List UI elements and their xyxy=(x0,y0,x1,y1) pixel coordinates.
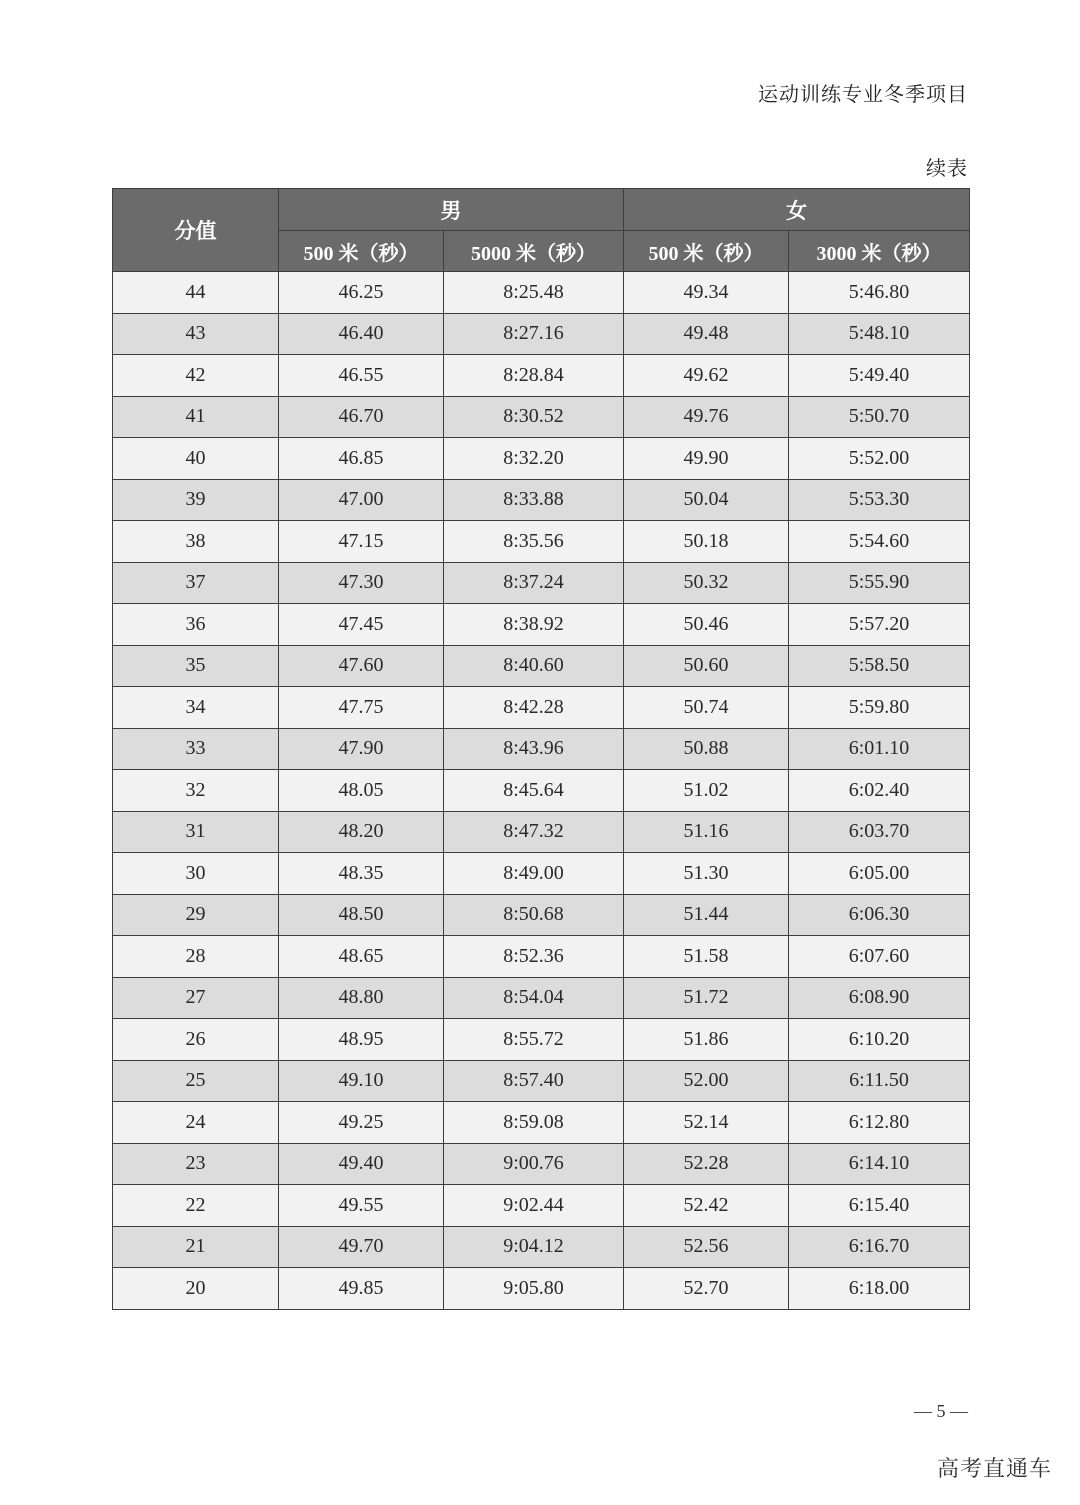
table-row xyxy=(113,1102,970,1144)
male-500m-cell: 47.30 xyxy=(279,562,444,604)
table-row xyxy=(113,977,970,1019)
score-cell: 33 xyxy=(113,728,279,770)
female-3000m-cell: 5:57.20 xyxy=(789,604,970,646)
table-row xyxy=(113,1226,970,1268)
female-500m-cell: 50.18 xyxy=(624,521,789,563)
male-500m-cell: 48.65 xyxy=(279,936,444,978)
male-5000m-cell: 8:27.16 xyxy=(444,313,624,355)
female-3000m-cell: 5:59.80 xyxy=(789,687,970,729)
male-500m-cell: 47.60 xyxy=(279,645,444,687)
male-group-header: 男 xyxy=(279,189,624,231)
continued-table-label: 续表 xyxy=(926,156,968,180)
male-5000m-cell: 8:32.20 xyxy=(444,438,624,480)
female-3000m-cell: 6:16.70 xyxy=(789,1226,970,1268)
female-500m-cell: 50.88 xyxy=(624,728,789,770)
male-500m-cell: 46.55 xyxy=(279,355,444,397)
score-cell: 43 xyxy=(113,313,279,355)
male-500m-cell: 48.80 xyxy=(279,977,444,1019)
female-3000m-cell: 5:50.70 xyxy=(789,396,970,438)
page-number: — 5 — xyxy=(914,1401,968,1421)
table-row xyxy=(113,355,970,397)
male-500m-cell: 48.95 xyxy=(279,1019,444,1061)
male-500m-cell: 49.40 xyxy=(279,1143,444,1185)
male-500m-cell: 47.15 xyxy=(279,521,444,563)
female-3000m-cell: 6:02.40 xyxy=(789,770,970,812)
female-3000m-cell: 6:01.10 xyxy=(789,728,970,770)
female-500m-cell: 50.74 xyxy=(624,687,789,729)
female-3000m-cell: 6:05.00 xyxy=(789,853,970,895)
female-500m-cell: 49.34 xyxy=(624,272,789,314)
score-cell: 27 xyxy=(113,977,279,1019)
male-5000m-cell: 9:02.44 xyxy=(444,1185,624,1227)
female-500m-cell: 51.44 xyxy=(624,894,789,936)
score-column-header: 分值 xyxy=(113,189,279,272)
score-cell: 40 xyxy=(113,438,279,480)
female-3000m-cell: 5:52.00 xyxy=(789,438,970,480)
female-3000m-cell: 6:11.50 xyxy=(789,1060,970,1102)
score-cell: 26 xyxy=(113,1019,279,1061)
male-500m-cell: 46.70 xyxy=(279,396,444,438)
male-500m-cell: 46.25 xyxy=(279,272,444,314)
table-row xyxy=(113,562,970,604)
table-row xyxy=(113,687,970,729)
female-500m-cell: 49.62 xyxy=(624,355,789,397)
female-3000m-cell: 6:07.60 xyxy=(789,936,970,978)
table-row xyxy=(113,604,970,646)
male-5000m-cell: 8:50.68 xyxy=(444,894,624,936)
table-row xyxy=(113,770,970,812)
table-row xyxy=(113,479,970,521)
score-cell: 35 xyxy=(113,645,279,687)
female-3000m-header: 3000 米（秒） xyxy=(789,231,970,272)
female-500m-cell: 52.70 xyxy=(624,1268,789,1310)
male-5000m-cell: 8:42.28 xyxy=(444,687,624,729)
table-row xyxy=(113,396,970,438)
female-500m-header: 500 米（秒） xyxy=(624,231,789,272)
table-row xyxy=(113,313,970,355)
female-500m-cell: 52.56 xyxy=(624,1226,789,1268)
score-cell: 32 xyxy=(113,770,279,812)
score-cell: 38 xyxy=(113,521,279,563)
table-row xyxy=(113,936,970,978)
female-3000m-cell: 6:03.70 xyxy=(789,811,970,853)
male-5000m-cell: 9:04.12 xyxy=(444,1226,624,1268)
male-5000m-cell: 8:49.00 xyxy=(444,853,624,895)
male-500m-cell: 47.45 xyxy=(279,604,444,646)
male-5000m-cell: 8:47.32 xyxy=(444,811,624,853)
female-500m-cell: 50.32 xyxy=(624,562,789,604)
table-row xyxy=(113,1143,970,1185)
score-cell: 31 xyxy=(113,811,279,853)
female-500m-cell: 52.28 xyxy=(624,1143,789,1185)
table-row xyxy=(113,1268,970,1310)
score-cell: 36 xyxy=(113,604,279,646)
score-cell: 21 xyxy=(113,1226,279,1268)
score-table xyxy=(112,188,970,1310)
female-3000m-cell: 6:08.90 xyxy=(789,977,970,1019)
female-500m-cell: 50.60 xyxy=(624,645,789,687)
female-3000m-cell: 6:12.80 xyxy=(789,1102,970,1144)
running-header: 运动训练专业冬季项目 xyxy=(758,82,968,106)
female-500m-cell: 49.76 xyxy=(624,396,789,438)
male-500m-cell: 48.20 xyxy=(279,811,444,853)
female-500m-cell: 52.00 xyxy=(624,1060,789,1102)
male-5000m-cell: 8:37.24 xyxy=(444,562,624,604)
table-body xyxy=(113,272,970,1310)
female-3000m-cell: 6:15.40 xyxy=(789,1185,970,1227)
male-500m-cell: 49.10 xyxy=(279,1060,444,1102)
female-500m-cell: 50.04 xyxy=(624,479,789,521)
male-500m-cell: 49.70 xyxy=(279,1226,444,1268)
table-row xyxy=(113,272,970,314)
male-5000m-cell: 8:33.88 xyxy=(444,479,624,521)
male-5000m-cell: 8:55.72 xyxy=(444,1019,624,1061)
female-3000m-cell: 6:18.00 xyxy=(789,1268,970,1310)
female-3000m-cell: 5:46.80 xyxy=(789,272,970,314)
female-3000m-cell: 6:06.30 xyxy=(789,894,970,936)
table-row xyxy=(113,438,970,480)
female-3000m-cell: 5:58.50 xyxy=(789,645,970,687)
table-row xyxy=(113,1185,970,1227)
female-3000m-cell: 5:48.10 xyxy=(789,313,970,355)
female-500m-cell: 49.48 xyxy=(624,313,789,355)
score-cell: 20 xyxy=(113,1268,279,1310)
female-500m-cell: 51.86 xyxy=(624,1019,789,1061)
female-500m-cell: 51.58 xyxy=(624,936,789,978)
table-row xyxy=(113,1060,970,1102)
female-500m-cell: 49.90 xyxy=(624,438,789,480)
male-5000m-cell: 8:52.36 xyxy=(444,936,624,978)
male-500m-cell: 49.55 xyxy=(279,1185,444,1227)
male-500m-cell: 46.85 xyxy=(279,438,444,480)
male-5000m-cell: 8:25.48 xyxy=(444,272,624,314)
score-cell: 42 xyxy=(113,355,279,397)
female-3000m-cell: 6:14.10 xyxy=(789,1143,970,1185)
male-5000m-cell: 8:35.56 xyxy=(444,521,624,563)
score-cell: 29 xyxy=(113,894,279,936)
female-group-header: 女 xyxy=(624,189,970,231)
male-500m-cell: 47.00 xyxy=(279,479,444,521)
table-row xyxy=(113,521,970,563)
score-cell: 39 xyxy=(113,479,279,521)
female-500m-cell: 51.72 xyxy=(624,977,789,1019)
female-500m-cell: 50.46 xyxy=(624,604,789,646)
table-row xyxy=(113,811,970,853)
male-5000m-cell: 8:43.96 xyxy=(444,728,624,770)
female-500m-cell: 51.30 xyxy=(624,853,789,895)
score-cell: 41 xyxy=(113,396,279,438)
male-5000m-cell: 8:45.64 xyxy=(444,770,624,812)
male-5000m-header: 5000 米（秒） xyxy=(444,231,624,272)
male-5000m-cell: 8:54.04 xyxy=(444,977,624,1019)
watermark: 高考直通车 xyxy=(936,1457,1052,1482)
score-cell: 30 xyxy=(113,853,279,895)
male-500m-cell: 47.75 xyxy=(279,687,444,729)
male-5000m-cell: 8:59.08 xyxy=(444,1102,624,1144)
male-5000m-cell: 8:30.52 xyxy=(444,396,624,438)
score-cell: 22 xyxy=(113,1185,279,1227)
female-3000m-cell: 5:49.40 xyxy=(789,355,970,397)
score-cell: 44 xyxy=(113,272,279,314)
male-5000m-cell: 8:57.40 xyxy=(444,1060,624,1102)
female-500m-cell: 52.42 xyxy=(624,1185,789,1227)
female-500m-cell: 52.14 xyxy=(624,1102,789,1144)
female-3000m-cell: 5:54.60 xyxy=(789,521,970,563)
score-cell: 24 xyxy=(113,1102,279,1144)
male-500m-cell: 49.25 xyxy=(279,1102,444,1144)
male-5000m-cell: 8:40.60 xyxy=(444,645,624,687)
male-500m-cell: 46.40 xyxy=(279,313,444,355)
score-cell: 25 xyxy=(113,1060,279,1102)
female-500m-cell: 51.16 xyxy=(624,811,789,853)
female-3000m-cell: 5:53.30 xyxy=(789,479,970,521)
female-500m-cell: 51.02 xyxy=(624,770,789,812)
score-cell: 37 xyxy=(113,562,279,604)
table-row xyxy=(113,645,970,687)
male-5000m-cell: 9:05.80 xyxy=(444,1268,624,1310)
male-5000m-cell: 8:28.84 xyxy=(444,355,624,397)
score-cell: 23 xyxy=(113,1143,279,1185)
score-cell: 34 xyxy=(113,687,279,729)
table-row xyxy=(113,1019,970,1061)
male-500m-cell: 48.50 xyxy=(279,894,444,936)
female-3000m-cell: 6:10.20 xyxy=(789,1019,970,1061)
score-cell: 28 xyxy=(113,936,279,978)
male-5000m-cell: 8:38.92 xyxy=(444,604,624,646)
table-row xyxy=(113,853,970,895)
table-row xyxy=(113,894,970,936)
male-500m-cell: 48.35 xyxy=(279,853,444,895)
male-5000m-cell: 9:00.76 xyxy=(444,1143,624,1185)
male-500m-header: 500 米（秒） xyxy=(279,231,444,272)
male-500m-cell: 47.90 xyxy=(279,728,444,770)
male-500m-cell: 49.85 xyxy=(279,1268,444,1310)
male-500m-cell: 48.05 xyxy=(279,770,444,812)
table-row xyxy=(113,728,970,770)
female-3000m-cell: 5:55.90 xyxy=(789,562,970,604)
